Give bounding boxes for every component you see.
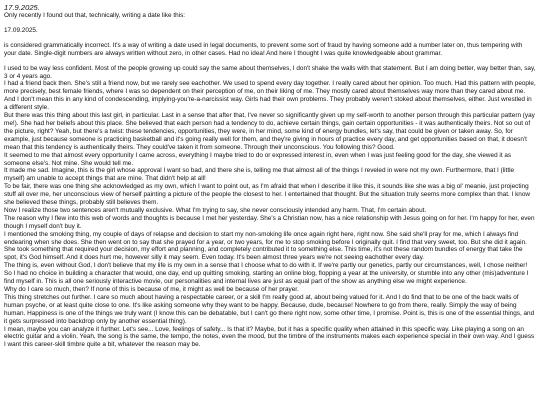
spacer xyxy=(4,35,536,42)
paragraph: It seemed to me that almost every opportunity I came across, everything I maybe tried to do or expressed interest in, even when I was just feeling good for the day, she viewed it as someone else's. Not mine. She would tell me. xyxy=(4,151,512,167)
example-date: 17.09.2025. xyxy=(4,26,38,34)
spacer xyxy=(4,58,536,65)
article-body xyxy=(4,42,536,349)
paragraph: But there was this thing about this last girl, in particular. Last in a sense that after that, I've never so significantly given up my self-worth to another person through this particular pattern (yay me!). She had her beliefs about this place. She believed that each person had a tendency to do, achieve certain things, gain certain opportunities - it was authentically theirs. Not so out of the picture, right? Yeah, but there's a twist: these tendencies, opportunities, they were, in her mind, some kind of energy bundles, let's say, that could be given or taken away. So, for example, just because someone is practicing basketball and it's going really well for them, and they're giving in hours of practice every day, and get opportunities based on that, it doesn't mean that this tendency is authentically theirs. They could've taken it from someone. Through their unconscious. You following this? Good. xyxy=(4,112,535,151)
paragraph: It made me sad. Imagine, this is the girl whose approval I want so bad, and there she is, telling me that almost all of the things I reveled in were not my own. Furthermore, that I (little myself) am unable to accept things that are mine. That didn't help at all! xyxy=(4,167,515,183)
paragraph: I used to be way less confident. Most of the people growing up could say the same about themselves, I don't shake the walls with that statement. But I am doing better, way better than, say, 3 or 4 years ago. xyxy=(4,64,536,80)
paragraph: I mean, maybe you can analyze it further. Let's see... Love, feelings of safety... Is that it? Maybe, but it has a specific quality when attained in this specific way. Like playing a song on an electric guitar and a violin. Yeah, the song is the same, the tempo, the notes, even the mood, but the timbre of the instruments makes each experience special in their own way. And I guess I want this career-skill timbre quite a bit, whatever the reason may be. xyxy=(4,325,535,349)
paragraph: Why do I care so much, then? If none of this is because of me, it might as well be because of her prayer. xyxy=(4,286,299,293)
paragraph: To be fair, there was one thing she acknowledged as my own, which I want to point out, as I'm afraid that when I describe it like this, it sounds like she was a big ol' meanie, just projecting stuff all over me, her unconscious view of herself painting a picture of the people the closest to her. I entertained that thought. But the situation truly seems more complex than that. I know she believed these things, probably still believes them. xyxy=(4,183,530,207)
paragraph: The thing is, even without God, I don't believe that my life is my own in a sense that I choose what to do with it. If we're partly our genetics, partly our circumstances, well, I chose neither! So I had no choice in building a character that would, one day, end up quitting smoking, starting an online blog, flopping a year at the university, or stumble into any other (mis)adventure I find myself in. This is all one seriously interactive movie, our personalities and internal lives are just as equal part of the show as anything else we might experience. xyxy=(4,262,529,286)
paragraph: Now I realize those two sentences aren't mutually exclusive. What I'm trying to say, she never consciously intended any harm. That, I'm certain about. xyxy=(4,206,427,214)
date-heading: 17.9.2025. xyxy=(4,3,40,12)
paragraph: I had a friend back then. She's still a friend now, but we rarely see eachother. We used to spend every day together. I really cared about her opinion. Too much. Had this pattern with people, more precisely, best female friends, where I was so dependent on their perception of me, on their liking of me. They mostly cared about themselves way more than they cared about me. And I don't mean this in any kind of condescending, implying-you're-a-narcissist way. Girls had their own problems. They probably weren't stoked about themselves, either. Just wrestled in a different style. xyxy=(4,80,536,112)
paragraph: I mentioned the smoking thing, my couple of days of relapse and decision to start my non-smoking life once again right here, right now. She said she'll pray for me, which I always find endearing when she does. She then went on to say that she prayed for a year, or two years, for me to stop smoking before I originally quit. I find that very sweet, too. But she did it again. She took something that required your decision, my effort and planning, and completely contributed it to something else. This time, it's not these random bundles of energy that take the spot, it's God himself. And it does hurt me, however silly it may seem. Even today. It's been almost three years we're not seeing eachother every day. xyxy=(4,230,527,262)
paragraph: The reason why I flew into this web of words and thoughts is because I met her yesterday. She's a Christian now, has a nice relationship with Jesus going on for her. I'm happy for her, even though I myself don't buy it. xyxy=(4,214,535,230)
intro-line: Only recently I found out that, technically, writing a date like this: xyxy=(4,12,186,19)
spacer xyxy=(4,20,536,27)
paragraph: is considered grammatically incorrect. It's a way of writing a date used in legal documents, to prevent some sort of fraud by having someone add a number later on, thus tempering with your date. Single-digit numbers are always written without zero, in other cases. Had no idea! And here I thought I was quite knowledgeable about grammar. xyxy=(4,41,523,57)
paragraph: This thing stretches out further. I care so much about having a respectable career, or a skill I'm really good at, about being valued for it. And I do find that to be one of the back walls of human psyche, or at least quite close to one. It's like asking someone why they want to be happy. Because, dude, because! Nowhere to go from there, really. Simply the way of being human. Happiness is one of the things we truly want (I know this can be debatable, but I can't go there right now, some other time, I promise. Point is, this is one of the essential things, and it gets surpressed into backdrop only by another essential thing). xyxy=(4,293,535,325)
